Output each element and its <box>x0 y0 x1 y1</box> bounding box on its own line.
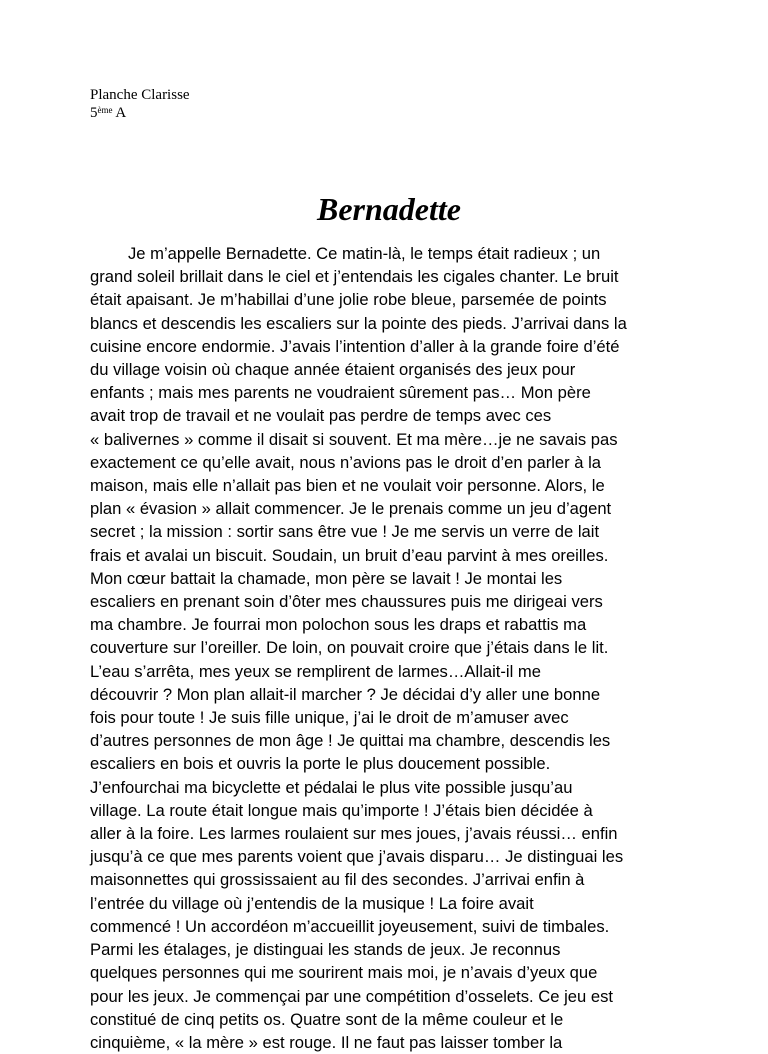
body-line: Parmi les étalages, je distinguai les stands de jeux. Je reconnus <box>90 940 561 960</box>
body-line: cuisine encore endormie. J’avais l’intention d’aller à la grande foire d’été <box>90 336 620 356</box>
body-line: Je m’appelle Bernadette. Ce matin-là, le temps était radieux ; un <box>128 244 601 263</box>
body-line: plan « évasion » allait commencer. Je le prenais comme un jeu d’agent <box>90 499 612 519</box>
class-superscript: ème <box>97 105 113 115</box>
body-line: L’eau s’arrêta, mes yeux se remplirent de larmes…Allait-il me <box>90 661 541 681</box>
body-line: d’autres personnes de mon âge ! Je quittai ma chambre, descendis les <box>90 731 611 751</box>
body-line: blancs et descendis les escaliers sur la pointe des pieds. J’arrivai dans la <box>90 313 627 333</box>
body-line: jusqu’à ce que mes parents voient que j’avais disparu… Je distinguai les <box>90 847 624 867</box>
body-line: couverture sur l’oreiller. De loin, on pouvait croire que j’étais dans le lit. <box>90 638 609 658</box>
story-title: Bernadette <box>317 191 461 227</box>
body-line: grand soleil brillait dans le ciel et j’entendais les cigales chanter. Le bruit <box>90 267 619 287</box>
body-line: « balivernes » comme il disait si souvent. Et ma mère…je ne savais pas <box>90 429 618 449</box>
body-line: l’entrée du village où j’entendis de la musique ! La foire avait <box>90 893 534 913</box>
class-number: 5 <box>90 105 98 121</box>
body-line: maison, mais elle n’allait pas bien et ne voulait voir personne. Alors, le <box>90 476 605 496</box>
body-line: Mon cœur battait la chamade, mon père se lavait ! Je montai les <box>90 568 563 588</box>
body-line: cinquième, « la mère » est rouge. Il ne faut pas laisser tomber la <box>90 1032 563 1052</box>
body-line: quelques personnes qui me sourirent mais moi, je n’avais d’yeux que <box>90 963 598 983</box>
author-header <box>90 86 190 122</box>
body-line: aller à la foire. Les larmes roulaient sur mes joues, j’avais réussi… enfin <box>90 824 618 844</box>
body-line: était apaisant. Je m’habillai d’une jolie robe bleue, parsemée de points <box>90 290 607 310</box>
body-line: village. La route était longue mais qu’importe ! J’étais bien décidée à <box>90 800 593 820</box>
class-letter: A <box>112 105 127 121</box>
body-line: commencé ! Un accordéon m’accueillit joyeusement, suivi de timbales. <box>90 916 610 936</box>
story-body <box>90 242 690 1054</box>
body-line: J’enfourchai ma bicyclette et pédalai le plus vite possible jusqu’au <box>90 777 573 797</box>
author-name: Planche Clarisse <box>90 87 190 103</box>
body-line: constitué de cinq petits os. Quatre sont de la même couleur et le <box>90 1009 564 1029</box>
body-line: escaliers en bois et ouvris la porte le plus doucement possible. <box>90 754 551 774</box>
body-line: exactement ce qu’elle avait, nous n’avions pas le droit d’en parler à la <box>90 452 602 472</box>
body-line: maisonnettes qui grossissaient au fil des secondes. J’arrivai enfin à <box>90 870 585 890</box>
body-line: du village voisin où chaque année étaient organisés des jeux pour <box>90 360 576 380</box>
body-line: frais et avalai un biscuit. Soudain, un bruit d’eau parvint à mes oreilles. <box>90 545 609 565</box>
body-line: enfants ; mais mes parents ne voudraient sûrement pas… Mon père <box>90 383 591 403</box>
class-label <box>90 104 190 122</box>
body-line: escaliers en prenant soin d’ôter mes chaussures puis me dirigeai vers <box>90 592 603 612</box>
body-line: avait trop de travail et ne voulait pas perdre de temps avec ces <box>90 406 552 426</box>
body-line: fois pour toute ! Je suis fille unique, j’ai le droit de m’amuser avec <box>90 708 569 728</box>
body-line: découvrir ? Mon plan allait-il marcher ? Je décidai d’y aller une bonne <box>90 684 601 704</box>
body-line: secret ; la mission : sortir sans être vue ! Je me servis un verre de lait <box>90 522 600 542</box>
body-line: pour les jeux. Je commençai par une compétition d’osselets. Ce jeu est <box>90 986 613 1006</box>
body-line: ma chambre. Je fourrai mon polochon sous les draps et rabattis ma <box>90 615 587 635</box>
